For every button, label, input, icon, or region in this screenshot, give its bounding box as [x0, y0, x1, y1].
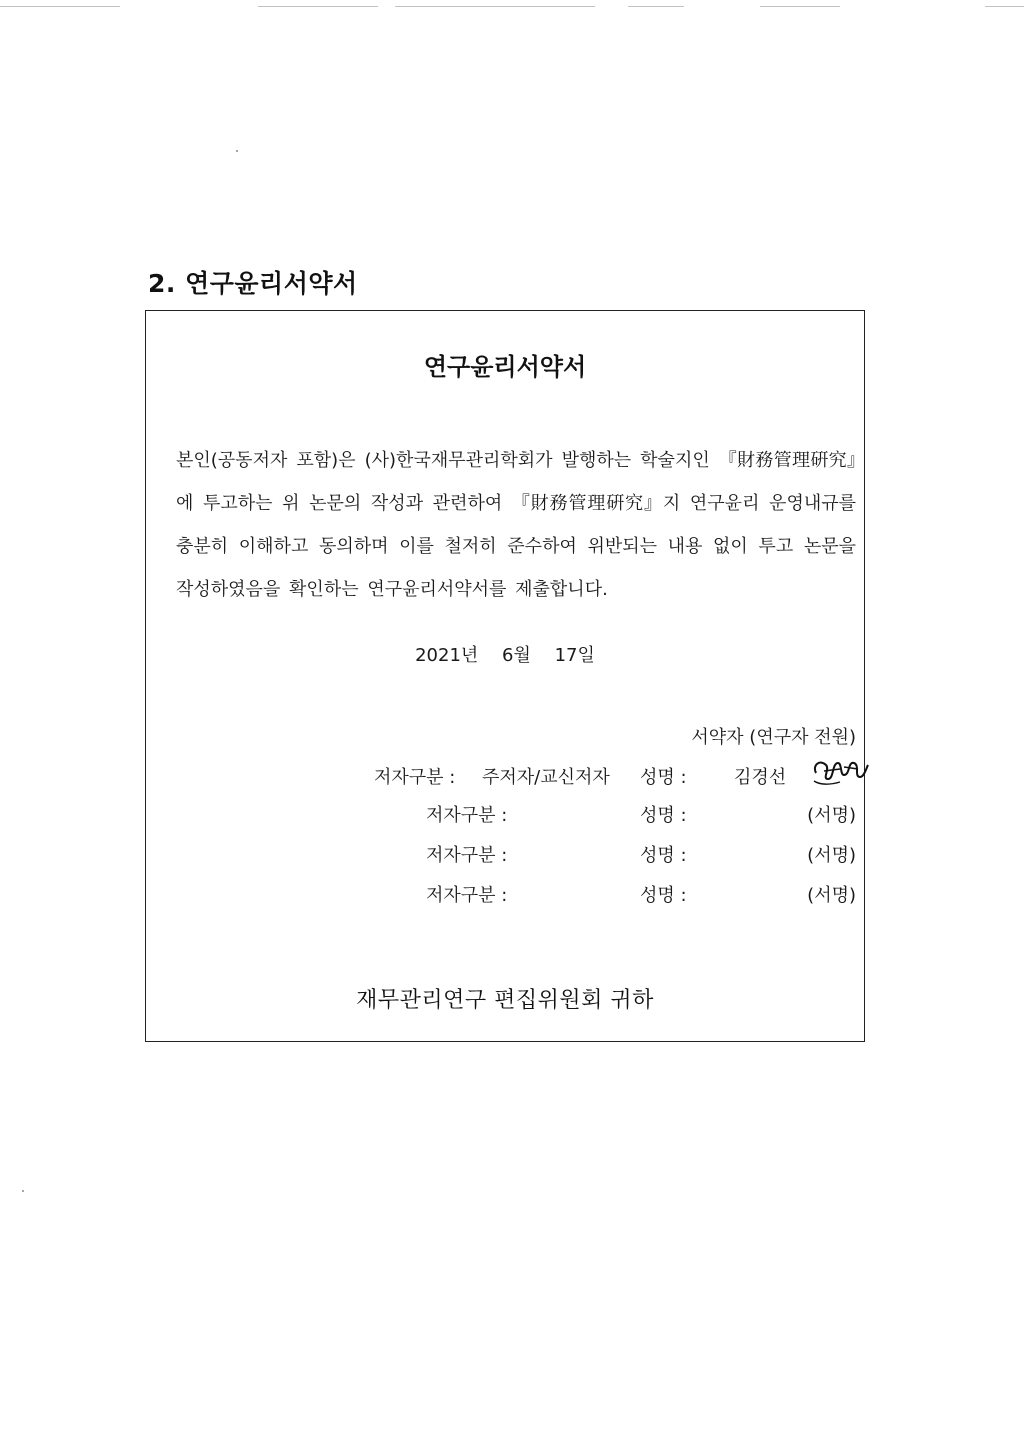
- form-title: 연구윤리서약서: [423, 353, 587, 381]
- author-name-value: 김경선: [734, 767, 787, 788]
- scan-artifact: [985, 6, 1024, 7]
- author-name-label: 성명 :: [640, 767, 687, 788]
- author-row: [146, 801, 864, 831]
- author-type-label: 저자구분 :: [426, 885, 508, 906]
- scan-artifact: [395, 6, 595, 7]
- signature-placeholder: (서명): [807, 805, 856, 826]
- author-name-label: 성명 :: [640, 885, 687, 906]
- scan-speck: [22, 1190, 24, 1192]
- scan-artifact: [760, 6, 840, 7]
- pledge-form: [145, 310, 865, 1042]
- signer-caption: 서약자 (연구자 전원): [691, 727, 856, 748]
- author-type-label: 저자구분 :: [426, 805, 508, 826]
- handwritten-signature: [810, 755, 870, 789]
- author-type-label: 저자구분 :: [374, 767, 456, 788]
- scan-artifact: [628, 6, 684, 7]
- scan-artifact: [258, 6, 378, 7]
- author-name-label: 성명 :: [640, 805, 687, 826]
- author-type-value: 주저자/교신저자: [482, 767, 610, 788]
- section-heading: 2. 연구윤리서약서: [148, 269, 358, 298]
- addressee: 재무관리연구 편집위원회 귀하: [356, 988, 654, 1013]
- pledge-statement: 본인(공동저자 포함)은 (사)한국재무관리학회가 발행하는 학술지인 『財務管理硏究』에 투고하는 위 논문의 작성과 관련하여 『財務管理硏究』지 연구윤리 운영내규를 충분히 이해하고 동의하며 이를 철저히 준수하여 위반되는 내용 없이 투고 논문을 작성하였음을 확인하는 연구윤리서약서를 제출합니다.: [176, 450, 856, 600]
- date-month: 6월: [502, 645, 531, 666]
- signature-placeholder: (서명): [807, 845, 856, 866]
- date-year: 2021년: [415, 645, 479, 666]
- date-day: 17일: [554, 645, 595, 666]
- author-type-label: 저자구분 :: [426, 845, 508, 866]
- signing-date: [146, 641, 864, 667]
- author-name-label: 성명 :: [640, 845, 687, 866]
- scan-artifact: [0, 6, 120, 7]
- signature-placeholder: (서명): [807, 885, 856, 906]
- author-row: [146, 763, 864, 793]
- scan-speck: [236, 150, 238, 152]
- author-row: [146, 881, 864, 911]
- author-row: [146, 841, 864, 871]
